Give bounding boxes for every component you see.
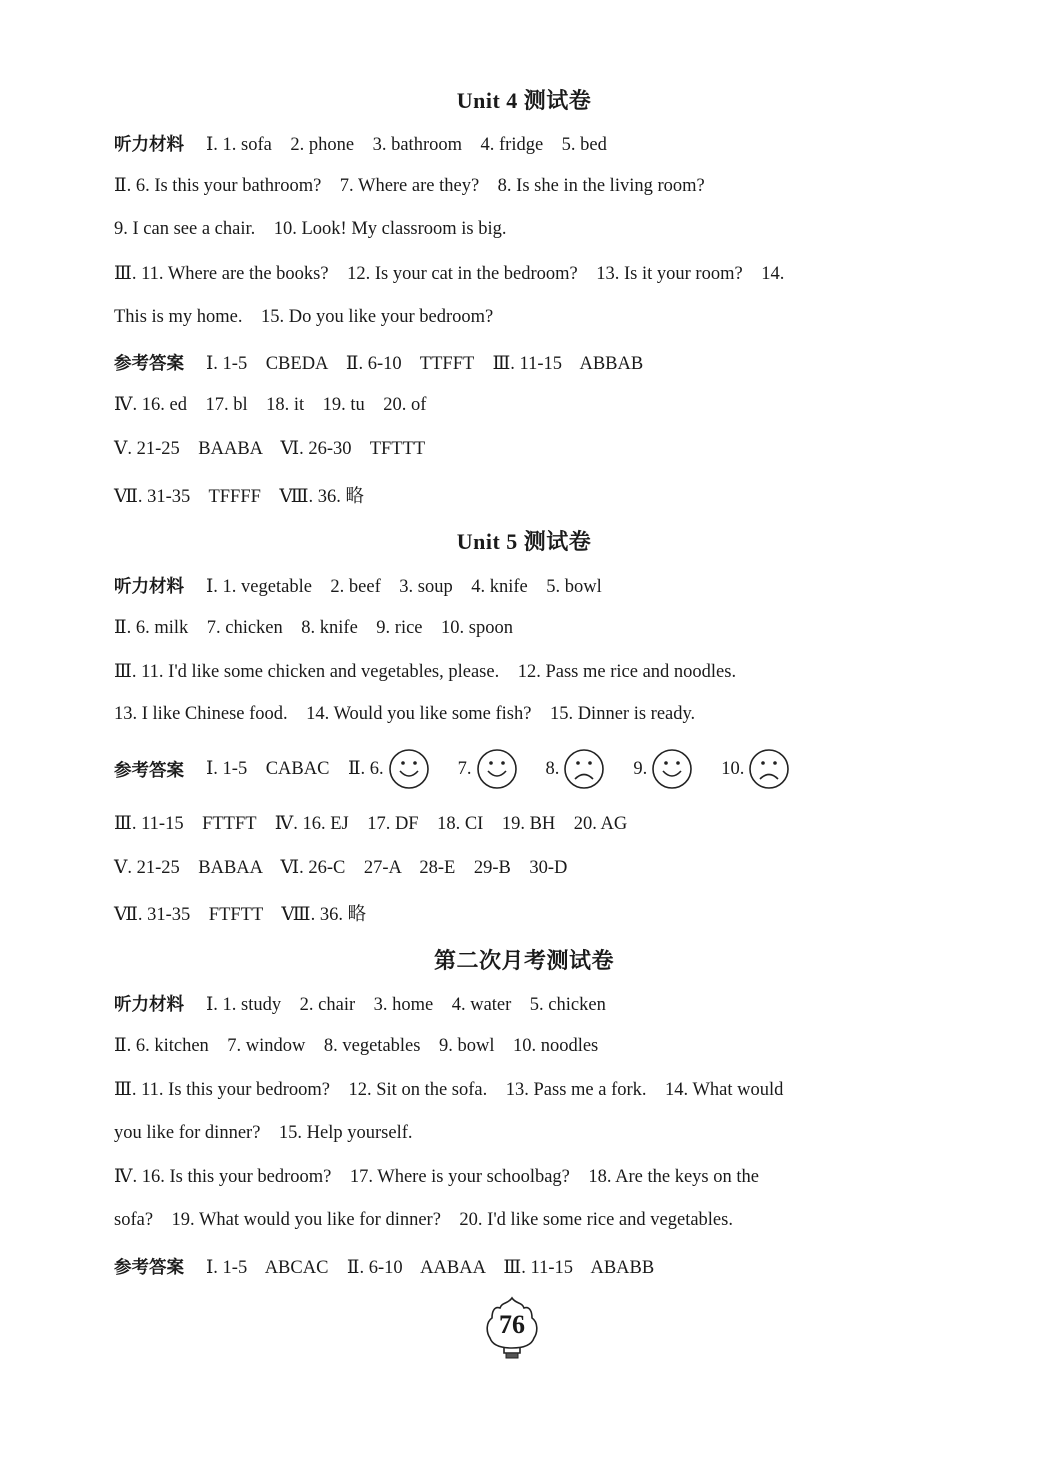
unit5-answers-line-2: Ⅲ. 11-15 FTTFT Ⅳ. 16. EJ 17. DF 18. CI 19. BH 20. AG xyxy=(114,814,628,834)
unit4-answers-line-2: Ⅳ. 16. ed 17. bl 18. it 19. tu 20. of xyxy=(114,395,427,415)
line-text: Ⅰ. 1-5 CBEDA Ⅱ. 6-10 TTFFT Ⅲ. 11-15 ABBAB xyxy=(206,354,644,374)
monthly-listening-line-4: you like for dinner? 15. Help yourself. xyxy=(114,1123,413,1143)
happy-face-icon xyxy=(651,748,693,790)
unit5-listening-line-3: Ⅲ. 11. I'd like some chicken and vegetables, please. 12. Pass me rice and noodles. xyxy=(114,662,737,682)
answers-label: 参考答案 xyxy=(114,760,184,781)
unit5-listening-line-1 xyxy=(114,573,914,598)
unit4-listening-line-5: This is my home. 15. Do you like your bedroom? xyxy=(114,307,494,327)
listening-label: 听力材料 xyxy=(114,135,184,155)
line-text: Ⅰ. 1. vegetable 2. beef 3. soup 4. knife 5. bowl xyxy=(206,577,602,597)
unit4-listening-line-4: Ⅲ. 11. Where are the books? 12. Is your cat in the bedroom? 13. Is it your room? 14. xyxy=(114,264,785,284)
face-answers xyxy=(384,758,801,778)
listening-label: 听力材料 xyxy=(114,577,184,597)
line-text: Ⅰ. 1. study 2. chair 3. home 4. water 5. chicken xyxy=(206,995,606,1015)
unit5-listening-line-4: 13. I like Chinese food. 14. Would you like some fish? 15. Dinner is ready. xyxy=(114,704,696,724)
unit4-title: Unit 4 测试卷 xyxy=(456,88,592,113)
monthly-listening-line-2: Ⅱ. 6. kitchen 7. window 8. vegetables 9. bowl 10. noodles xyxy=(114,1036,599,1056)
unit5-answers-line-4: Ⅶ. 31-35 FTFTT Ⅷ. 36. 略 xyxy=(114,905,367,925)
line-text: Ⅰ. 1-5 ABCAC Ⅱ. 6-10 AABAA Ⅲ. 11-15 ABABB xyxy=(206,1258,655,1278)
answers-label: 参考答案 xyxy=(114,354,184,374)
face-answer-number: 10. xyxy=(721,758,745,779)
monthly-listening-line-3: Ⅲ. 11. Is this your bedroom? 12. Sit on the sofa. 13. Pass me a fork. 14. What would xyxy=(114,1080,784,1100)
unit5-answers-line-3: Ⅴ. 21-25 BABAA Ⅵ. 26-C 27-A 28-E 29-B 30-D xyxy=(114,858,568,878)
line-text: Ⅰ. 1. sofa 2. phone 3. bathroom 4. fridge 5. bed xyxy=(206,135,607,155)
sad-face-icon xyxy=(563,748,605,790)
monthly-listening-line-5: Ⅳ. 16. Is this your bedroom? 17. Where is your schoolbag? 18. Are the keys on the xyxy=(114,1167,759,1187)
unit4-listening-line-2: Ⅱ. 6. Is this your bathroom? 7. Where are they? 8. Is she in the living room? xyxy=(114,176,705,196)
unit4-listening-line-1 xyxy=(114,131,914,156)
unit4-listening-line-3: 9. I can see a chair. 10. Look! My classroom is big. xyxy=(114,219,507,239)
page-number-badge xyxy=(482,1296,542,1360)
face-answer-number: 9. xyxy=(633,758,648,779)
monthly-listening-line-1 xyxy=(114,991,914,1016)
unit5-title: Unit 5 测试卷 xyxy=(456,529,592,554)
unit5-listening-line-2: Ⅱ. 6. milk 7. chicken 8. knife 9. rice 10. spoon xyxy=(114,618,513,638)
line-text: Ⅰ. 1-5 CABAC Ⅱ. 6. xyxy=(206,759,384,779)
listening-label: 听力材料 xyxy=(114,995,184,1015)
page-number: 76 xyxy=(499,1310,525,1339)
unit5-answers-line-1 xyxy=(114,748,914,792)
happy-face-icon xyxy=(476,748,518,790)
unit4-answers-line-3: Ⅴ. 21-25 BAABA Ⅵ. 26-30 TFTTT xyxy=(114,439,426,459)
answers-label: 参考答案 xyxy=(114,1258,184,1278)
monthly-title: 第二次月考测试卷 xyxy=(433,948,614,973)
face-answer-number: 8. xyxy=(545,758,560,779)
sad-face-icon xyxy=(748,748,790,790)
happy-face-icon xyxy=(388,748,430,790)
unit4-answers-line-1 xyxy=(114,350,914,375)
monthly-listening-line-6: sofa? 19. What would you like for dinner? 20. I'd like some rice and vegetables. xyxy=(114,1210,733,1230)
monthly-answers-line-1 xyxy=(114,1254,914,1279)
unit4-answers-line-4: Ⅶ. 31-35 TFFFF Ⅷ. 36. 略 xyxy=(114,487,365,507)
face-answer-number: 7. xyxy=(457,758,472,779)
